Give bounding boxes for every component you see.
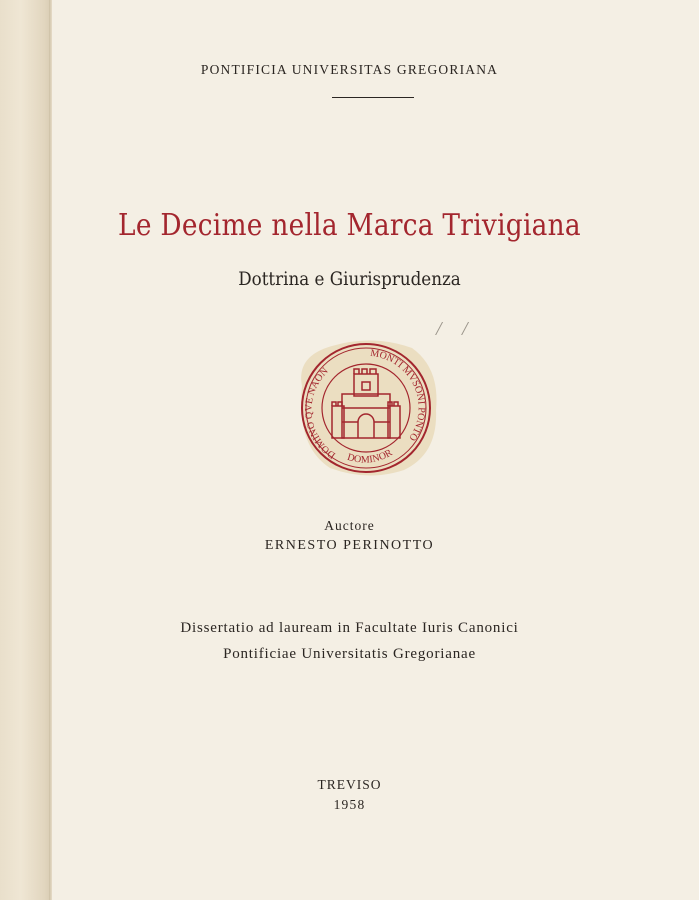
header-rule (332, 97, 414, 98)
book-spine (0, 0, 52, 900)
imprint-city: TREVISO (317, 777, 382, 792)
author-name: ERNESTO PERINOTTO (264, 538, 435, 553)
dissertation-line-2: Pontificiae Universitatis Gregorianae (223, 646, 476, 662)
pencil-mark-1: / (436, 318, 442, 340)
book-title: Le Decime nella Marca Trivigiana (118, 208, 581, 243)
university-name: PONTIFICIA UNIVERSITAS GREGORIANA (200, 62, 499, 77)
book-subtitle: Dottrina e Giurisprudenza (238, 268, 461, 290)
imprint-year: 1958 (333, 797, 366, 812)
university-seal (292, 336, 440, 480)
seal-emblem-icon (292, 336, 440, 480)
dissertation-line-1: Dissertatio ad lauream in Facultate Iuris Canonici (180, 620, 519, 636)
pencil-mark-2: / (462, 318, 468, 340)
seal-text-bottom: DOMINOR (345, 447, 395, 466)
author-label: Auctore (324, 518, 375, 533)
seal-text-left: DOMINO QVE NAON (303, 365, 338, 461)
seal-text-right: MONTI MVSONI PONTO (369, 347, 427, 443)
